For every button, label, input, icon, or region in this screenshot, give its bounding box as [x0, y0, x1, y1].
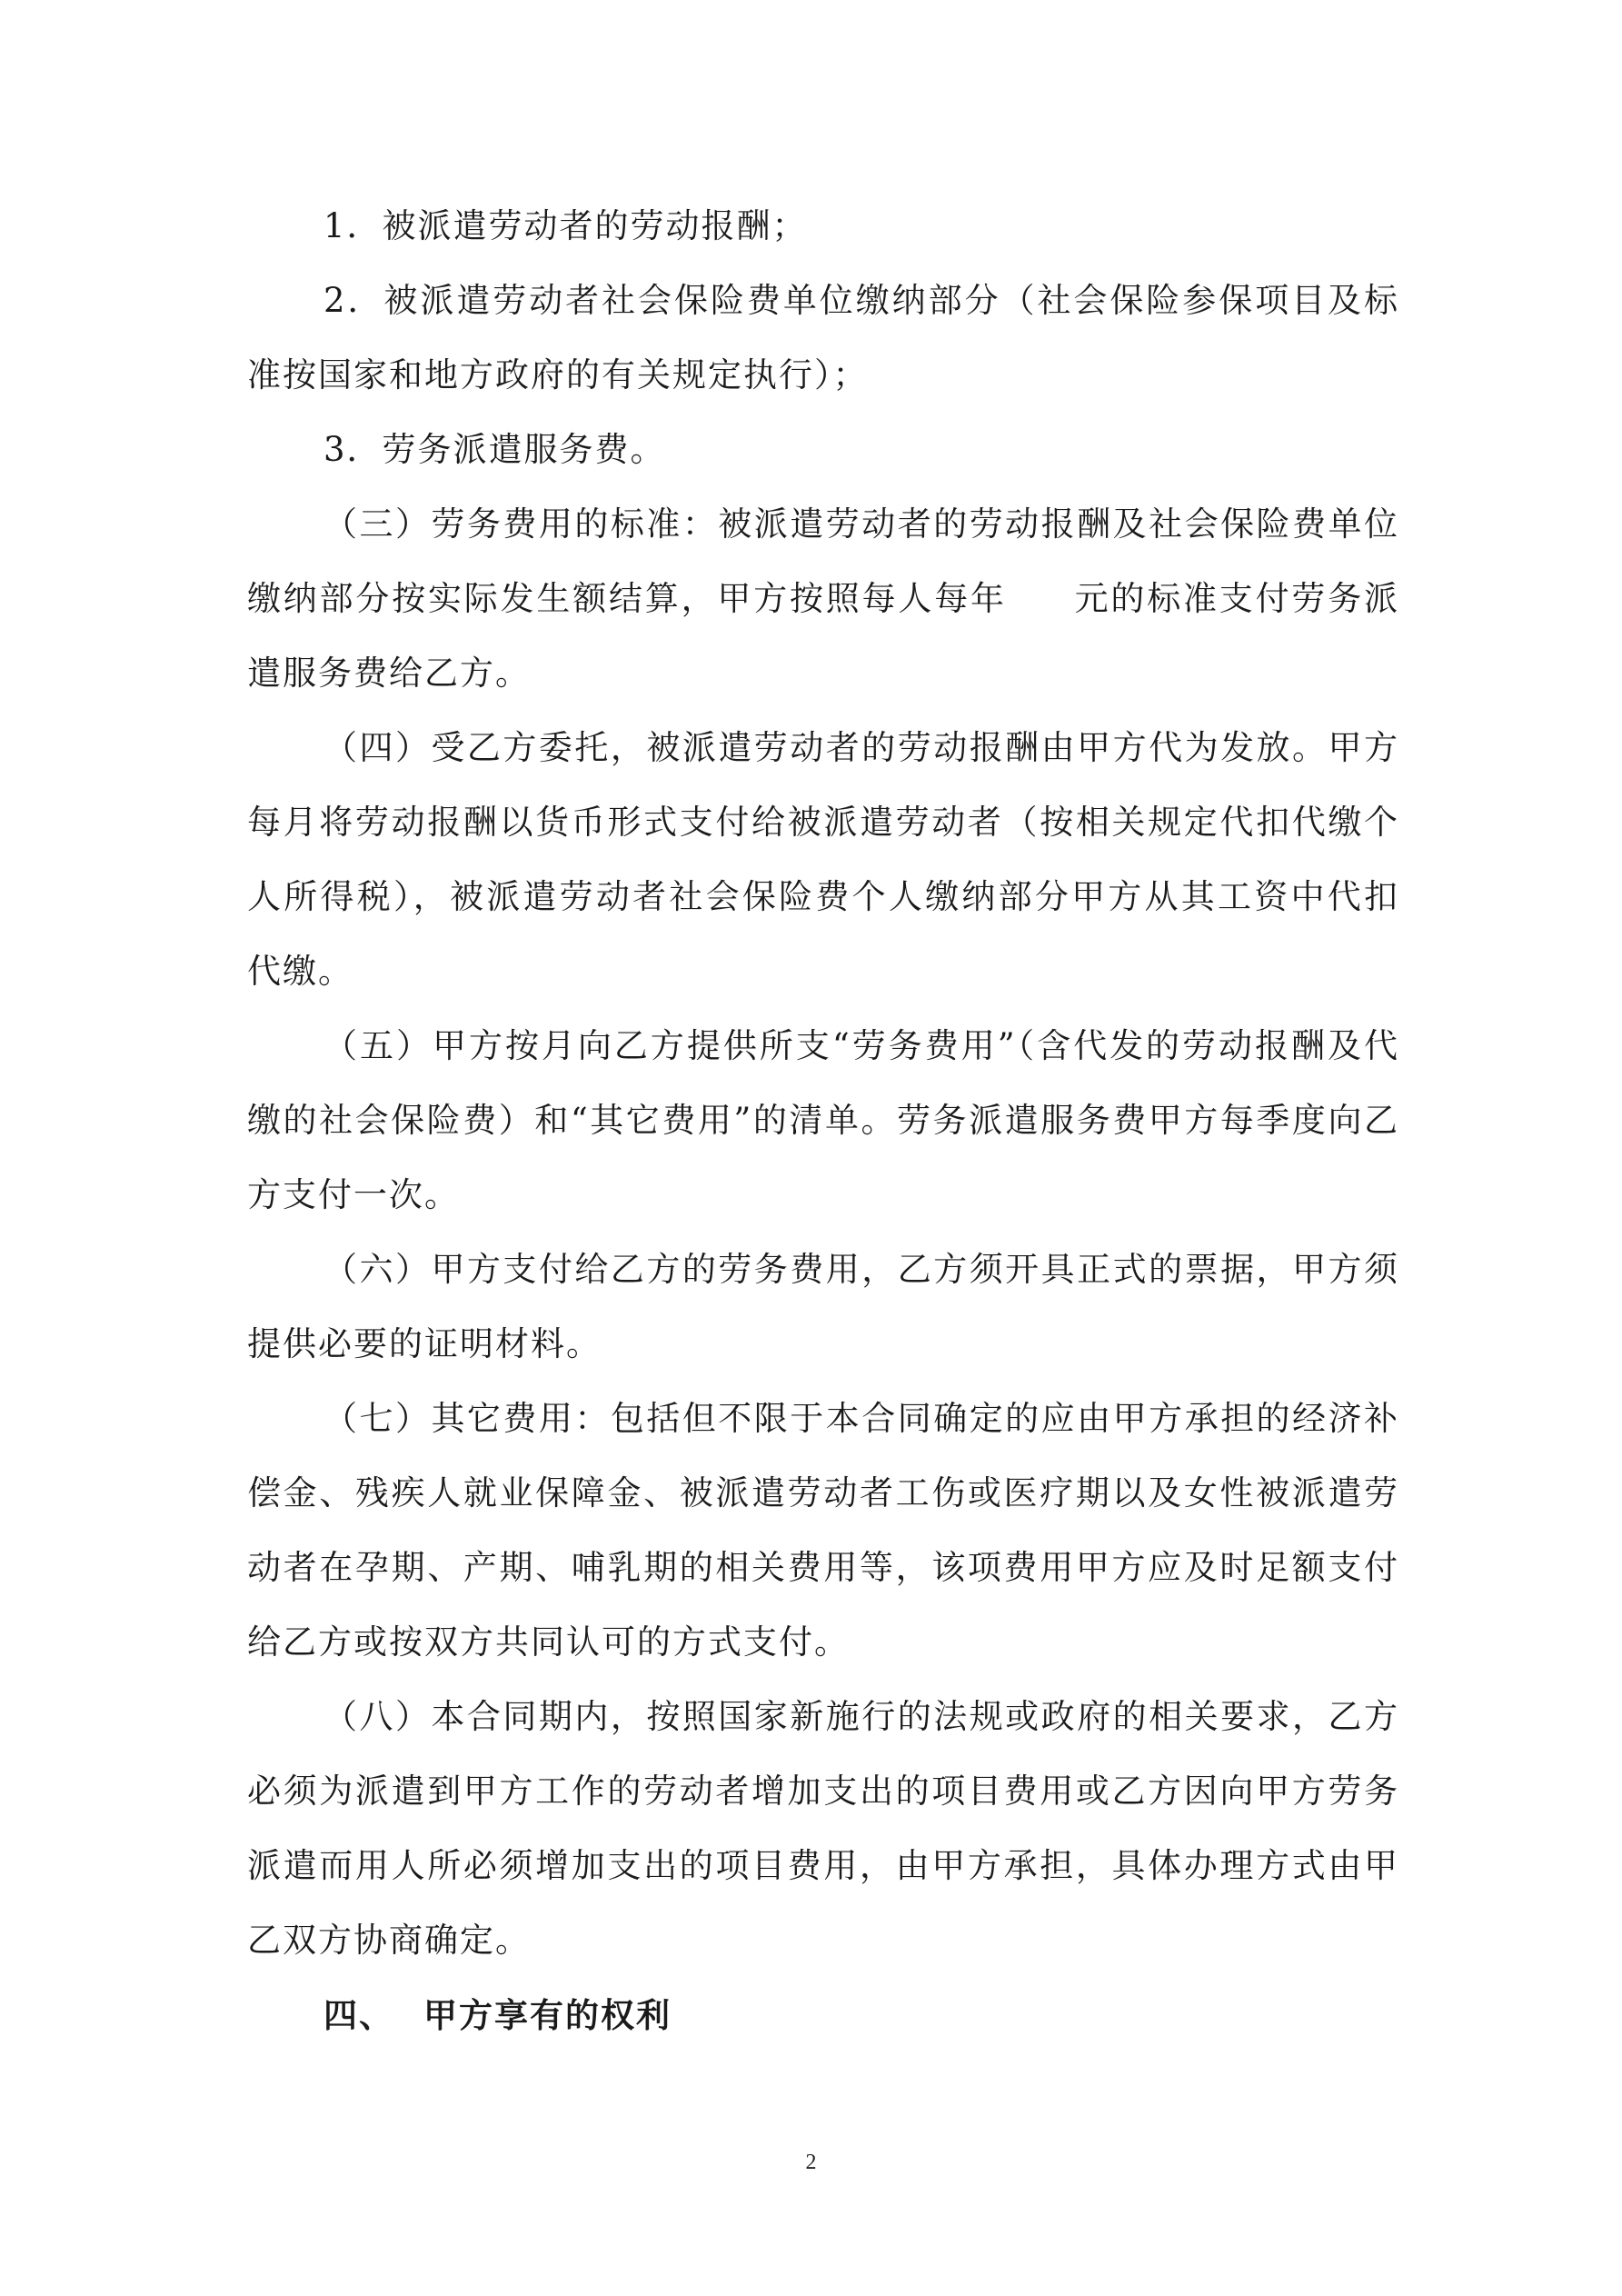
- section-heading: [247, 1978, 1399, 2052]
- paragraph-clause-5: （五）甲方按月向乙方提供所支“劳务费用”（含代发的劳动报酬及代缴的社会保险费）和“其它费用”的清单。劳务派遣服务费甲方每季度向乙方支付一次。: [247, 1026, 1399, 1214]
- section-heading-number: 四、: [323, 1995, 394, 2035]
- page-number: 2: [805, 2151, 817, 2174]
- paragraph-clause-6: （六）甲方支付给乙方的劳务费用，乙方须开具正式的票据，甲方须提供必要的证明材料。: [247, 1250, 1399, 1363]
- paragraph-clause-4: （四）受乙方委托，被派遣劳动者的劳动报酬由甲方代为发放。甲方每月将劳动报酬以货币形式支付给被派遣劳动者（按相关规定代扣代缴个人所得税），被派遣劳动者社会保险费个人缴纳部分甲方从其工资中代扣代缴。: [247, 728, 1399, 991]
- paragraph-clause-8: （八）本合同期内，按照国家新施行的法规或政府的相关要求，乙方必须为派遣到甲方工作的劳动者增加支出的项目费用或乙方因向甲方劳务派遣而用人所必须增加支出的项目费用，由甲方承担，具体办理方式由甲乙双方协商确定。: [247, 1697, 1399, 1960]
- section-heading-title: 甲方享有的权利: [423, 1995, 672, 2035]
- clause-3-text-after: 元的标准支付劳务派遣服务费给乙方。: [247, 579, 1400, 693]
- clause-3-text-before: （三）劳务费用的标准：被派遣劳动者的劳动报酬及社会保险费单位缴纳部分按实际发生额结算，甲方按照每人每年: [247, 504, 1399, 618]
- paragraph-item-3: 3．劳务派遣服务费。: [323, 430, 666, 469]
- paragraph-item-1: 1．被派遣劳动者的劳动报酬；: [323, 206, 808, 245]
- paragraph-item-2: 2．被派遣劳动者社会保险费单位缴纳部分（社会保险参保项目及标准按国家和地方政府的有关规定执行）；: [247, 281, 1399, 394]
- paragraph-clause-3: [247, 487, 1399, 711]
- document-body: [247, 189, 1399, 2052]
- paragraph-clause-7: （七）其它费用：包括但不限于本合同确定的应由甲方承担的经济补偿金、残疾人就业保障金、被派遣劳动者工伤或医疗期以及女性被派遣劳动者在孕期、产期、哺乳期的相关费用等，该项费用甲方应及时足额支付给乙方或按双方共同认可的方式支付。: [247, 1399, 1399, 1662]
